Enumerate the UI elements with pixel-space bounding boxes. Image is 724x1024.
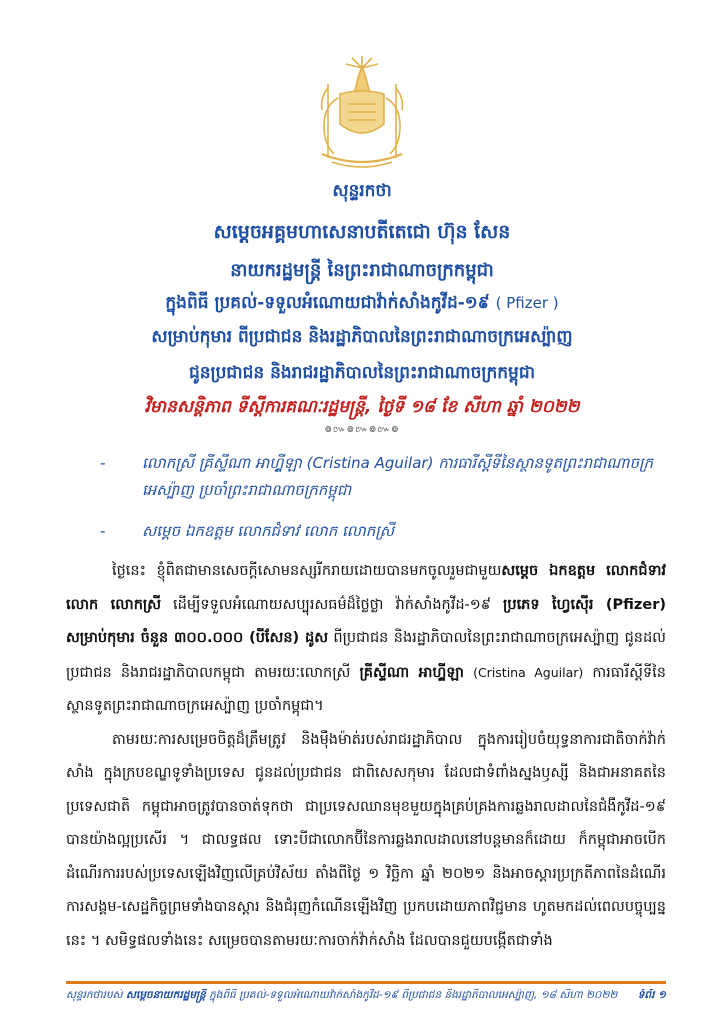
royal-arms-emblem: [302, 54, 422, 172]
speech-body: [66, 555, 666, 958]
list-dash: -: [100, 454, 106, 472]
addressee-latin-name: (Cristina Aguilar): [306, 454, 434, 472]
p1-text-c: ដើម្បីទទួលអំណោយសប្បុរសធម៌ដ៏ថ្លៃថ្លា វ៉ាក់សាំងកូវីដ-១៩: [161, 596, 504, 613]
addressee-list: [100, 450, 660, 559]
p1-latin-name: (Cristina Aguilar): [473, 664, 584, 680]
recipient-line: ជូនប្រជាជន និងរាជរដ្ឋាភិបាលនៃព្រះរាជាណាចក្រកម្ពុជា: [188, 363, 536, 383]
footer-description: ក្នុងពិធី ប្រគល់-ទទួលអំណោយវ៉ាក់សាំងកូវីដ-១៩ ពីប្រជាជន និងរដ្ឋាភិបាលអេស្ប៉ាញ, ១៨ សីហា ២០២២: [205, 989, 618, 1001]
addressee-text: សម្តេច ឯកឧត្តម លោកជំទាវ លោក លោកស្រី: [142, 522, 395, 540]
list-dash: -: [100, 522, 106, 540]
speaker-position: នាយករដ្ឋមន្ត្រី នៃព្រះរាជាណាចក្រកម្ពុជា: [230, 260, 494, 281]
speaker-name: សម្តេចអគ្គមហាសេនាបតីតេជោ ហ៊ុន សែន: [213, 221, 511, 243]
occasion-main: ក្នុងពិធី ប្រគល់-ទទួលអំណោយជាវ៉ាក់សាំងកូវីដ-១៩: [165, 293, 490, 313]
ornament-divider: ៙៚៙៚៙៚៙: [324, 425, 400, 435]
venue-date: វិមានសន្តិភាព ទីស្តីការគណៈរដ្ឋមន្ត្រី, ថ្ងៃទី ១៨ ខែ សីហា ឆ្នាំ ២០២២: [144, 397, 580, 417]
footer-prefix: សុន្ទរកថារបស់: [66, 989, 126, 1001]
addressee-item: [100, 450, 660, 504]
page-number: ទំព័រ ១: [632, 989, 666, 1004]
footer-speaker: សម្តេចនាយករដ្ឋមន្ត្រី: [126, 989, 206, 1001]
p1-honorifics: សម្តេច ឯកឧត្តម លោកជំទាវ លោក លោកស្រី: [66, 563, 666, 613]
p1-name: គ្រីស្ទីណា អាហ្គ្វីឡា: [359, 664, 464, 681]
p1-text-h: ការធារីស្តីទីនៃស្ថានទូតព្រះរាជាណាចក្រអេស្ប៉ាញ ប្រចាំកម្ពុជា។: [66, 664, 666, 714]
paragraph-2: តាមរយៈការសម្រេចចិត្តដ៏ត្រឹមត្រូវ និងម៉ឺងម៉ាត់របស់រាជរដ្ឋាភិបាល ក្នុងការរៀបចំយុទ្ធនាការជាតិចាក់វ៉ាក់សាំង ក្នុងក្របខណ្ឌទូទាំងប្រទេស ជូនដល់ប្រជាជន ជាពិសេសកុមារ ដែលជាទំពាំងស្នងឫស្សី និងជាអនាគតនៃប្រទេសជាតិ កម្ពុជាអាចត្រូវបានចាត់ទុកថា ជាប្រទេសឈានមុខមួយក្នុងគ្រប់គ្រងការឆ្លងរាលដាលនៃជំងឺកូវីដ-១៩ បានយ៉ាងល្អប្រសើរ ។ ជាលទ្ធផល ទោះបីជាលោកប៊ីនៃការឆ្លងរាលដាលនៅបន្តមានក៏ដោយ ក៏កម្ពុជាអាចបើកដំណើរការរបស់ប្រទេសឡើងវិញលើគ្រប់វិស័យ តាំងពីថ្ងៃ ១ វិច្ឆិកា ឆ្នាំ ២០២១ និងអាចស្តារប្រក្រតីភាពនៃដំណើរការសង្គម-សេដ្ឋកិច្ចព្រមទាំងបានស្តារ និងជំរុញកំណើនឡើងវិញ ប្រកបដោយភាពវិជ្ជមាន ហូតមកដល់ពេលបច្ចុប្បន្ននេះ ។ សមិទ្ធផលទាំងនេះ សម្រេចបានតាមរយៈការចាក់វ៉ាក់សាំង ដែលបានជួយបង្កើតជាទាំង: [66, 731, 666, 949]
p1-vaccine-detail: ប្រភេទ ហ្វៃស៊ើរ (Pfizer) សម្រាប់កុមារ ចំនួន ៣០០.០០០ (បីសែន) ដូស: [66, 596, 666, 646]
page-footer: [66, 989, 666, 1004]
addressee-item: [100, 518, 660, 545]
occasion-brand: ( Pfizer ): [495, 294, 559, 312]
speech-title: សុន្ទរកថា: [332, 181, 392, 201]
p1-text-e: ពីប្រជាជន និងរដ្ឋាភិបាលនៃព្រះរាជាណាចក្រអេស្ប៉ាញ ជូនដល់ប្រជាជន និងរាជរដ្ឋាភិបាលកម្ពុជា តាមរយៈលោកស្រី: [66, 630, 666, 681]
occasion-line: [40, 292, 684, 317]
donor-line: សម្រាប់កុមារ ពីប្រជាជន និងរដ្ឋាភិបាលនៃព្រះរាជាណាចក្រអេស្ប៉ាញ: [151, 327, 573, 347]
paragraph-1: [66, 555, 666, 724]
p1-text-a: ថ្ងៃនេះ ខ្ញុំពិតជាមានសេចក្តីសោមនស្សរីករាយដោយបានមកចូលរួមជាមួយ: [112, 563, 502, 579]
addressee-text: លោកស្រី គ្រីស្ទីណា អាហ្គ្វីឡា: [142, 454, 307, 472]
addressee-text-after: ការធារីស្តីទីនៃស្ថានទូតព្រះរាជាណាចក្រអេស្ប៉ាញ ប្រចាំព្រះរាជាណាចក្រកម្ពុជា: [142, 454, 653, 499]
footer-rule: [66, 981, 666, 984]
